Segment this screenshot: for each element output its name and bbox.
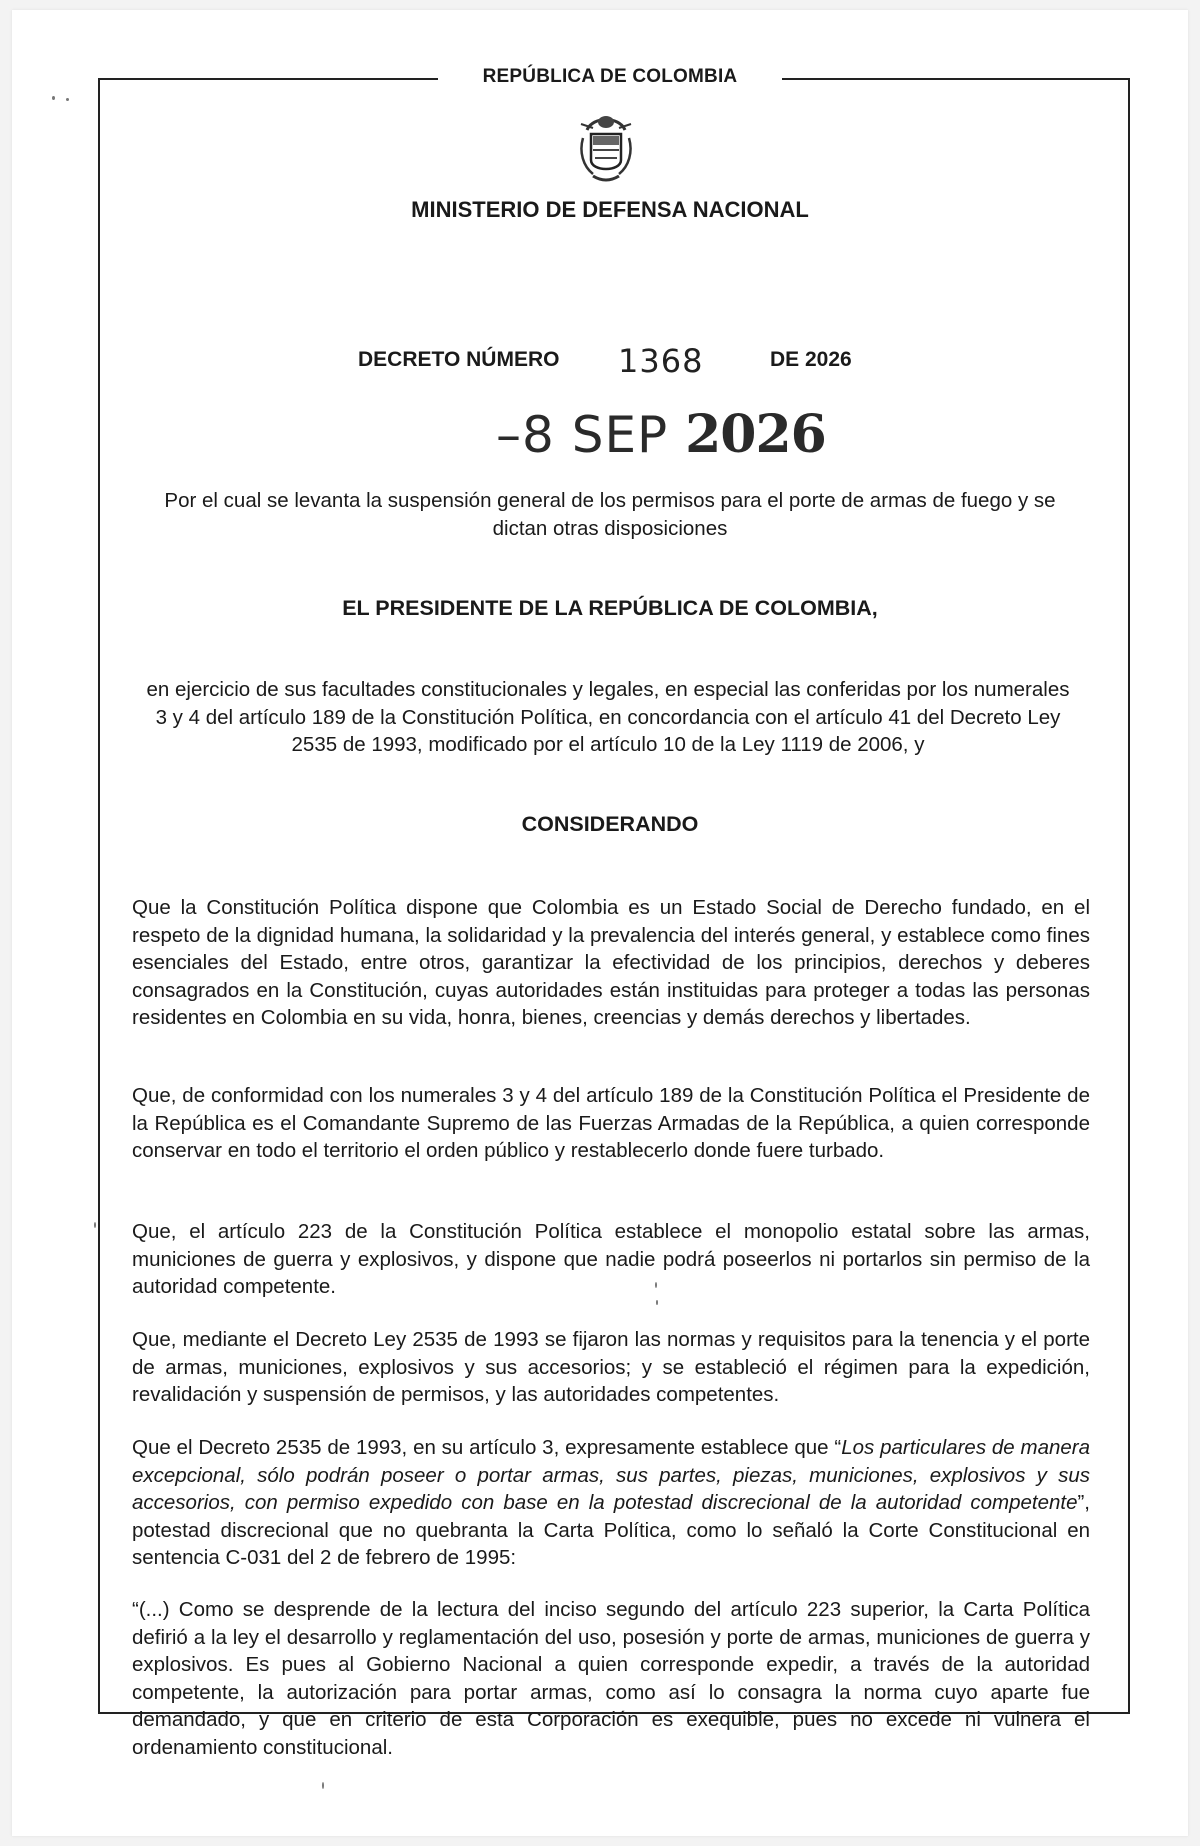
powers-paragraph: en ejercicio de sus facultades constitucionales y legales, en especial las conferidas por los numerales 3 y 4 del artículo 189 de la Constitución Política, en concordancia con el artículo 41 del Decreto Ley 2535 de 1993, modificado por el artículo 10 de la Ley 1119 de 2006, y [146,678,1070,756]
date-stamp [496,404,826,464]
decree-subject: Por el cual se levanta la suspensión general de los permisos para el porte de armas de fuego y se dictan otras disposiciones [164,489,1056,540]
paragraph-3: Que, el artículo 223 de la Constitución Política establece el monopolio estatal sobre las armas, municiones de guerra y explosivos, y dispone que nadie podrá poseerlos ni portarlos sin permiso de la autoridad competente. [132,1220,1090,1298]
paragraph-2: Que, de conformidad con los numerales 3 y 4 del artículo 189 de la Constitución Política el Presidente de la República es el Comandante Supremo de las Fuerzas Armadas de la República, a quien corresponde conservar en todo el territorio el orden público y restablecerlo donde fuere turbado. [132,1084,1090,1162]
paragraph-5-start: Que el Decreto 2535 de 1993, en su artículo 3, expresamente establece que “ [132,1436,842,1459]
paragraph-4: Que, mediante el Decreto Ley 2535 de 1993 se fijaron las normas y requisitos para la tenencia y el porte de armas, municiones, explosivos y sus accesorios; y se estableció el régimen para la expedición, revalidación y suspensión de permisos, y las autoridades competentes. [132,1328,1090,1406]
scan-speck [94,1222,96,1228]
scan-speck [66,98,69,101]
paragraph-6: “(...) Como se desprende de la lectura del inciso segundo del artículo 223 superior, la Carta Política defirió a la ley el desarrollo y reglamentación del uso, posesión y porte de armas, municiones de guerra y explosivos. Es pues al Gobierno Nacional a quien corresponde expedir, a través de la autoridad competente, la autorización para portar armas, como así lo consagra la norma cuyo aparte fue demandado, y que en criterio de esta Corporación es exequible, pues no excede ni vulnera el ordenamiento constitucional. [132,1598,1090,1759]
date-stamp-year: 2026 [685,404,826,465]
decree-number-row [0,344,1200,384]
paragraph-5 [132,1434,1090,1572]
decree-year: DE 2026 [770,348,852,371]
decree-label: DECRETO NÚMERO [358,348,560,371]
paragraph-5-quote: Los particulares de manera excepcional, sólo podrán poseer o portar armas, sus partes, piezas, municiones, explosivos y sus accesorios, con permiso expedido con base en la potestad discrecional de la autoridad competente [132,1436,1090,1514]
authority-heading: EL PRESIDENTE DE LA REPÚBLICA DE COLOMBIA, [342,596,878,620]
country-heading: REPÚBLICA DE COLOMBIA [482,66,738,87]
paragraph-5-end: ”, potestad discrecional que no quebranta la Carta Política, como lo señaló la Corte Constitucional en sentencia C-031 del 2 de febrero de 1995: [132,1491,1090,1569]
considerando-heading: CONSIDERANDO [521,812,699,836]
border-top-left [98,78,438,80]
scan-speck [322,1782,324,1789]
date-stamp-day-month: –8 SEP [496,406,669,464]
scan-speck [655,1282,657,1288]
paragraph-1: Que la Constitución Política dispone que Colombia es un Estado Social de Derecho fundado, en el respeto de la dignidad humana, la solidaridad y la prevalencia del interés general, y establece como fines esenciales del Estado, entre otros, garantizar la efectividad de los principios, derechos y deberes consagrados en la Constitución, cuyas autoridades están instituidas para proteger a todas las personas residentes en Colombia en su vida, honra, bienes, creencias y demás derechos y libertades. [132,896,1090,1029]
scan-speck [52,96,55,100]
decree-number: 1368 [618,342,704,380]
colombia-coat-of-arms-icon [573,108,639,188]
scan-speck [656,1300,658,1305]
ministry-heading: MINISTERIO DE DEFENSA NACIONAL [411,197,809,222]
border-top-right [782,78,1130,80]
